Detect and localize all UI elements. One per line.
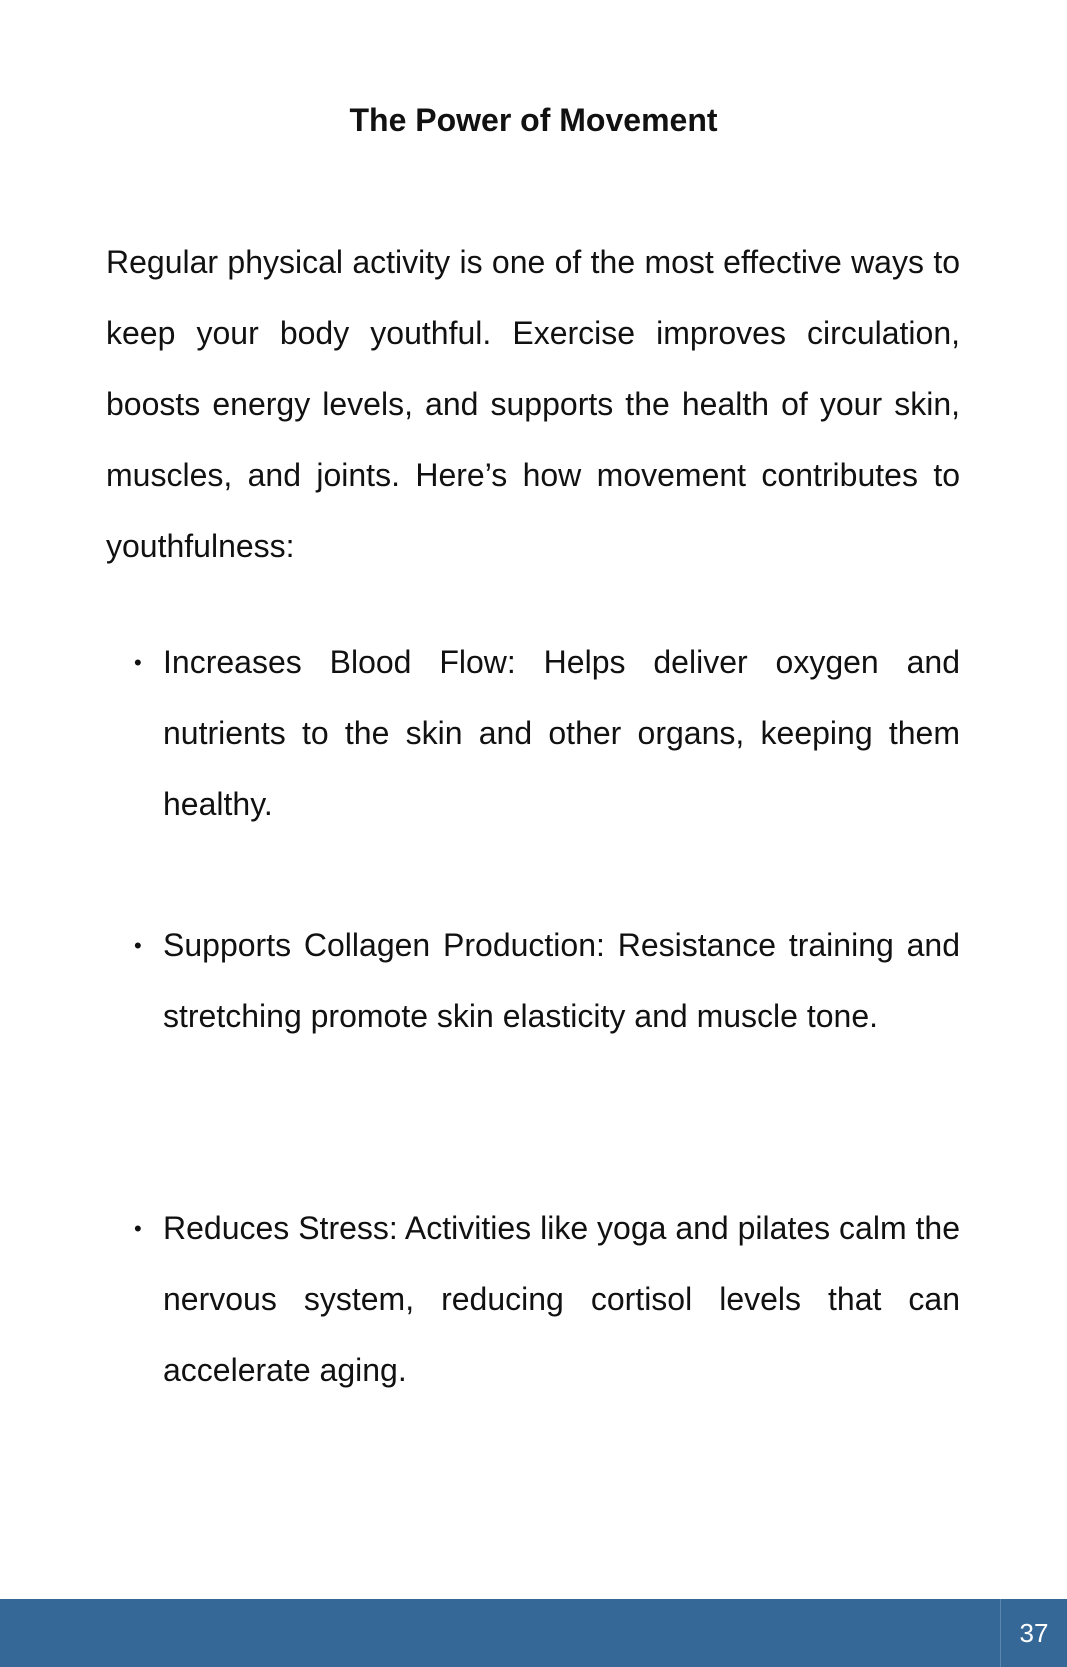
- footer-bar: [0, 1599, 1067, 1667]
- page-title: The Power of Movement: [349, 102, 718, 138]
- bullet-marker: •: [134, 933, 142, 958]
- bullet-marker: •: [134, 650, 142, 675]
- bullet-text: Increases Blood Flow: Helps deliver oxygen and nutrients to the skin and other organs, keeping them healthy.: [163, 644, 960, 822]
- bullet-marker: •: [134, 1216, 142, 1241]
- bullet-text: Reduces Stress: Activities like yoga and pilates calm the nervous system, reducing cortisol levels that can accelerate aging.: [163, 1210, 960, 1388]
- page-number: 37: [1000, 1599, 1067, 1667]
- intro-paragraph: Regular physical activity is one of the most effective ways to keep your body youthful. Exercise improves circulation, boosts energy levels, and supports the health of your skin, muscles, and joints. Here’s how movement contributes to youthfulness:: [106, 244, 960, 564]
- bullet-text: Supports Collagen Production: Resistance training and stretching promote skin elasticity and muscle tone.: [163, 927, 960, 1034]
